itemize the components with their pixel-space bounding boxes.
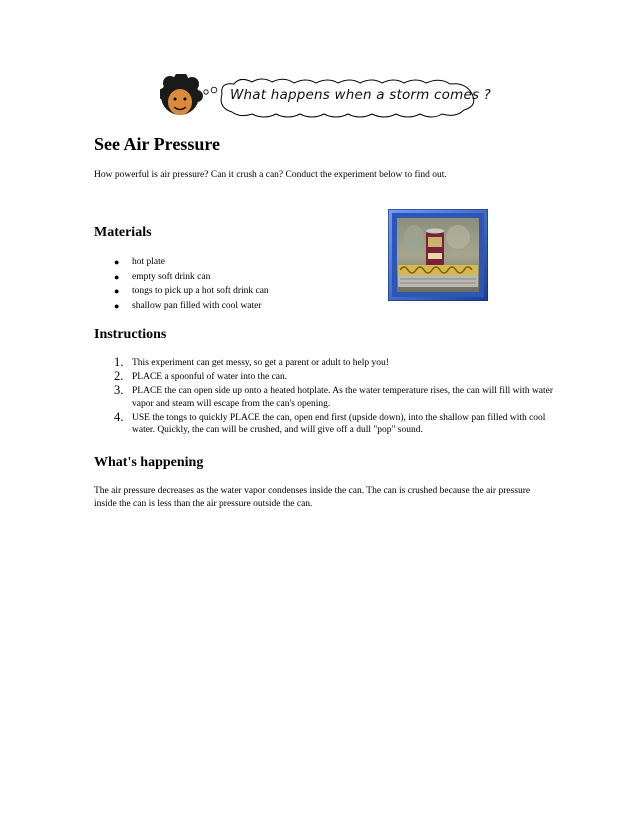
list-item xyxy=(94,299,269,314)
list-item xyxy=(94,284,269,299)
list-item-text: hot plate xyxy=(132,257,165,267)
list-item xyxy=(94,357,554,370)
list-item-text: tongs to pick up a hot soft drink can xyxy=(132,286,269,297)
banner-text: What happens when a storm comes ? xyxy=(230,87,492,103)
list-item xyxy=(94,409,554,437)
step-number: 3. xyxy=(114,383,124,397)
materials-list xyxy=(94,255,269,314)
step-number: 2. xyxy=(114,369,124,383)
bullet-icon: ● xyxy=(114,286,120,297)
materials-heading: Materials xyxy=(94,225,152,240)
list-item xyxy=(94,385,554,410)
list-item-text: empty soft drink can xyxy=(132,271,211,282)
step-text: PLACE a spoonful of water into the can. xyxy=(132,372,288,382)
step-text: PLACE the can open side up onto a heated hotplate. As the water temperature rises, the can will fill with water vapor and steam will escape from the can's opening. xyxy=(132,386,554,409)
page-title: See Air Pressure xyxy=(94,134,220,154)
list-item xyxy=(94,255,269,270)
bullet-icon: ● xyxy=(114,271,120,282)
header-banner xyxy=(160,74,492,122)
intro-text: How powerful is air pressure? Can it crush a can? Conduct the experiment below to find out. xyxy=(94,170,447,180)
cartoon-face-icon xyxy=(160,74,203,115)
step-text: USE the tongs to quickly PLACE the can, open end first (upside down), into the shallow pan filled with cool water. Quickly, the can will be crushed, and will give off a dull "pop" sound. xyxy=(132,412,546,435)
whats-happening-text: The air pressure decreases as the water vapor condenses inside the can. The can is crushed because the air pressure inside the can is less than the air pressure outside the can. xyxy=(94,486,531,509)
bullet-icon: ● xyxy=(114,257,120,267)
whats-happening-heading: What's happening xyxy=(94,455,204,470)
step-number: 1. xyxy=(114,355,124,369)
list-item xyxy=(94,371,554,384)
step-text: This experiment can get messy, so get a parent or adult to help you! xyxy=(132,358,389,368)
list-item xyxy=(94,270,269,285)
experiment-photo xyxy=(388,209,488,301)
instructions-heading: Instructions xyxy=(94,327,167,342)
list-item-text: shallow pan filled with cool water xyxy=(132,301,262,312)
instructions-list xyxy=(94,357,554,438)
step-number: 4. xyxy=(114,409,124,424)
bullet-icon: ● xyxy=(114,301,120,312)
can-photo-image xyxy=(388,209,488,301)
